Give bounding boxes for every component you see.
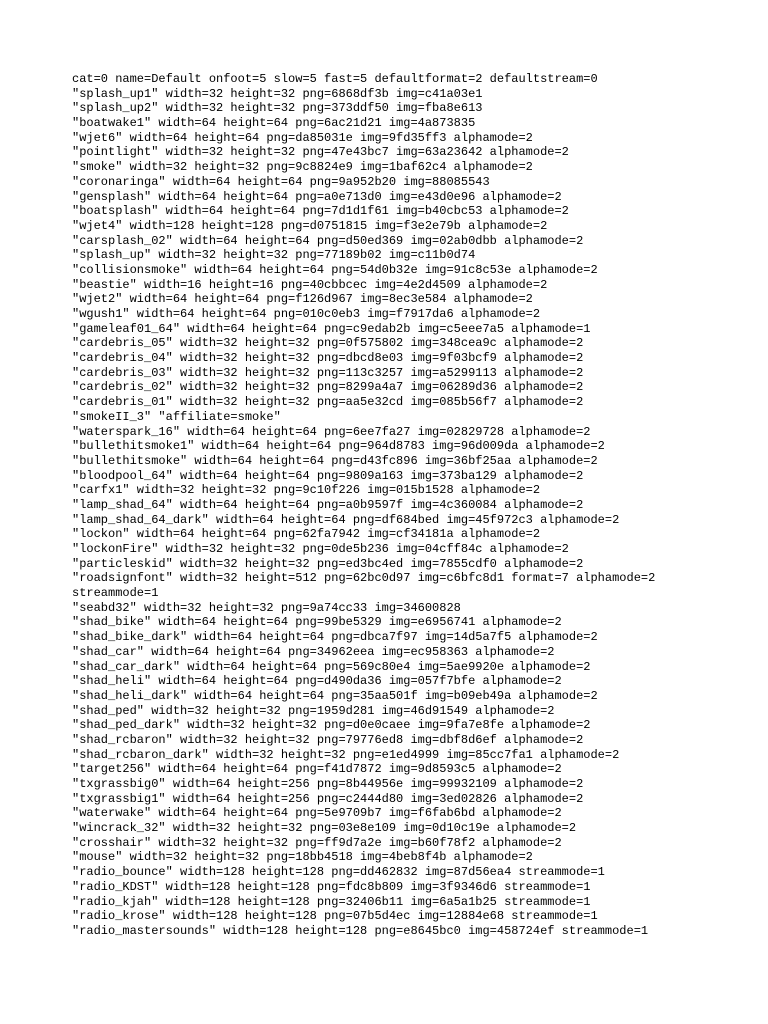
text-line: "smokeII_3" "affiliate=smoke" [72, 409, 281, 424]
text-line: "shad_rcbaron_dark" width=32 height=32 png=e1ed4999 img=85cc7fa1 alphamode=2 [72, 747, 620, 762]
text-line: "coronaringa" width=64 height=64 png=9a952b20 img=88085543 [72, 174, 490, 189]
text-line: "radio_KDST" width=128 height=128 png=fdc8b809 img=3f9346d6 streammode=1 [72, 879, 591, 894]
document-text [72, 72, 712, 939]
text-line: "gameleaf01_64" width=64 height=64 png=c9edab2b img=c5eee7a5 alphamode=1 [72, 321, 591, 336]
text-line: "wincrack_32" width=32 height=32 png=03e8e109 img=0d10c19e alphamode=2 [72, 821, 577, 836]
text-line: "boatsplash" width=64 height=64 png=7d1d1f61 img=b40cbc53 alphamode=2 [72, 204, 569, 219]
text-line: "txgrassbig1" width=64 height=256 png=c2444d80 img=3ed02826 alphamode=2 [72, 791, 584, 806]
text-line: "pointlight" width=32 height=32 png=47e43bc7 img=63a23642 alphamode=2 [72, 145, 569, 160]
text-line: "target256" width=64 height=64 png=f41d7872 img=9d8593c5 alphamode=2 [72, 762, 562, 777]
text-line: "cardebris_03" width=32 height=32 png=113c3257 img=a5299113 alphamode=2 [72, 365, 584, 380]
text-line: "cardebris_01" width=32 height=32 png=aa5e32cd img=085b56f7 alphamode=2 [72, 395, 584, 410]
text-line: "shad_ped_dark" width=32 height=32 png=d0e0caee img=9fa7e8fe alphamode=2 [72, 718, 591, 733]
text-line: "wjet6" width=64 height=64 png=da85031e img=9fd35ff3 alphamode=2 [72, 130, 533, 145]
text-line: "carsplash_02" width=64 height=64 png=d50ed369 img=02ab0dbb alphamode=2 [72, 233, 584, 248]
text-line: "splash_up2" width=32 height=32 png=373ddf50 img=fba8e613 [72, 101, 483, 116]
text-line: "shad_heli" width=64 height=64 png=d490da36 img=057f7bfe alphamode=2 [72, 674, 562, 689]
text-line: "lockonFire" width=32 height=32 png=0de5b236 img=04cff84c alphamode=2 [72, 542, 569, 556]
text-line: "waterwake" width=64 height=64 png=5e9709b7 img=f6fab6bd alphamode=2 [72, 806, 562, 821]
text-line: "cardebris_04" width=32 height=32 png=dbcd8e03 img=9f03bcf9 alphamode=2 [72, 351, 584, 366]
text-line: "shad_car" width=64 height=64 png=34962eea img=ec958363 alphamode=2 [72, 644, 555, 659]
text-line: "bullethitsmoke" width=64 height=64 png=d43fc896 img=36bf25aa alphamode=2 [72, 453, 598, 468]
text-line: "particleskid" width=32 height=32 png=ed3bc4ed img=7855cdf0 alphamode=2 [72, 556, 584, 571]
text-line: "cardebris_05" width=32 height=32 png=0f575802 img=348cea9c alphamode=2 [72, 336, 584, 351]
text-line: "collisionsmoke" width=64 height=64 png=54d0b32e img=91c8c53e alphamode=2 [72, 262, 598, 277]
text-line: "radio_mastersounds" width=128 height=128 png=e8645bc0 img=458724ef streammode=1 [72, 923, 649, 938]
text-line: "cardebris_02" width=32 height=32 png=8299a4a7 img=06289d36 alphamode=2 [72, 380, 584, 395]
text-line: "carfx1" width=32 height=32 png=9c10f226 img=015b1528 alphamode=2 [72, 483, 541, 498]
text-line: "radio_krose" width=128 height=128 png=07b5d4ec img=12884e68 streammode=1 [72, 909, 598, 924]
text-line: streammode=1 [72, 586, 159, 601]
text-line: "shad_bike_dark" width=64 height=64 png=dbca7f97 img=14d5a7f5 alphamode=2 [72, 630, 598, 645]
text-line: "radio_bounce" width=128 height=128 png=dd462832 img=87d56ea4 streammode=1 [72, 865, 605, 880]
text-line: "lamp_shad_64_dark" width=64 height=64 png=df684bed img=45f972c3 alphamode=2 [72, 512, 620, 527]
text-line: "bullethitsmoke1" width=64 height=64 png=964d8783 img=96d009da alphamode=2 [72, 439, 605, 454]
text-line: "splash_up" width=32 height=32 png=77189b02 img=c11b0d74 [72, 248, 476, 263]
text-line: "shad_bike" width=64 height=64 png=99be5329 img=e6956741 alphamode=2 [72, 615, 562, 630]
text-line: "lamp_shad_64" width=64 height=64 png=a0b9597f img=4c360084 alphamode=2 [72, 497, 584, 512]
text-line: "beastie" width=16 height=16 png=40cbbcec img=4e2d4509 alphamode=2 [72, 277, 548, 292]
text-line: "smoke" width=32 height=32 png=9c8824e9 img=1baf62c4 alphamode=2 [72, 160, 533, 175]
text-line: "shad_heli_dark" width=64 height=64 png=35aa501f img=b09eb49a alphamode=2 [72, 688, 598, 703]
text-line: "boatwake1" width=64 height=64 png=6ac21d21 img=4a873835 [72, 116, 476, 131]
text-line: "splash_up1" width=32 height=32 png=6868df3b img=c41a03e1 [72, 86, 483, 101]
text-line: "shad_rcbaron" width=32 height=32 png=79776ed8 img=dbf8d6ef alphamode=2 [72, 732, 584, 747]
text-line: "waterspark_16" width=64 height=64 png=6ee7fa27 img=02829728 alphamode=2 [72, 424, 591, 439]
text-line: "gensplash" width=64 height=64 png=a0e713d0 img=e43d0e96 alphamode=2 [72, 189, 562, 204]
text-line: "shad_ped" width=32 height=32 png=1959d281 img=46d91549 alphamode=2 [72, 703, 555, 718]
text-line: "bloodpool_64" width=64 height=64 png=9809a163 img=373ba129 alphamode=2 [72, 468, 584, 483]
text-line: "crosshair" width=32 height=32 png=ff9d7a2e img=b60f78f2 alphamode=2 [72, 835, 562, 850]
text-line: "radio_kjah" width=128 height=128 png=32406b11 img=6a5a1b25 streammode=1 [72, 894, 591, 909]
text-line: "wgush1" width=64 height=64 png=010c0eb3 img=f7917da6 alphamode=2 [72, 307, 541, 321]
text-line: "lockon" width=64 height=64 png=62fa7942 img=cf34181a alphamode=2 [72, 527, 541, 542]
text-line: "shad_car_dark" width=64 height=64 png=569c80e4 img=5ae9920e alphamode=2 [72, 659, 591, 674]
text-line: "wjet2" width=64 height=64 png=f126d967 img=8ec3e584 alphamode=2 [72, 292, 533, 307]
text-line: "mouse" width=32 height=32 png=18bb4518 img=4beb8f4b alphamode=2 [72, 850, 533, 865]
text-line: "wjet4" width=128 height=128 png=d0751815 img=f3e2e79b alphamode=2 [72, 218, 548, 233]
text-line: "roadsignfont" width=32 height=512 png=62bc0d97 img=c6bfc8d1 format=7 alphamode=2 [72, 571, 656, 586]
text-line: "txgrassbig0" width=64 height=256 png=8b44956e img=99932109 alphamode=2 [72, 777, 584, 791]
text-line: "seabd32" width=32 height=32 png=9a74cc33 img=34600828 [72, 600, 461, 615]
header-line: cat=0 name=Default onfoot=5 slow=5 fast=5 defaultformat=2 defaultstream=0 [72, 72, 598, 86]
